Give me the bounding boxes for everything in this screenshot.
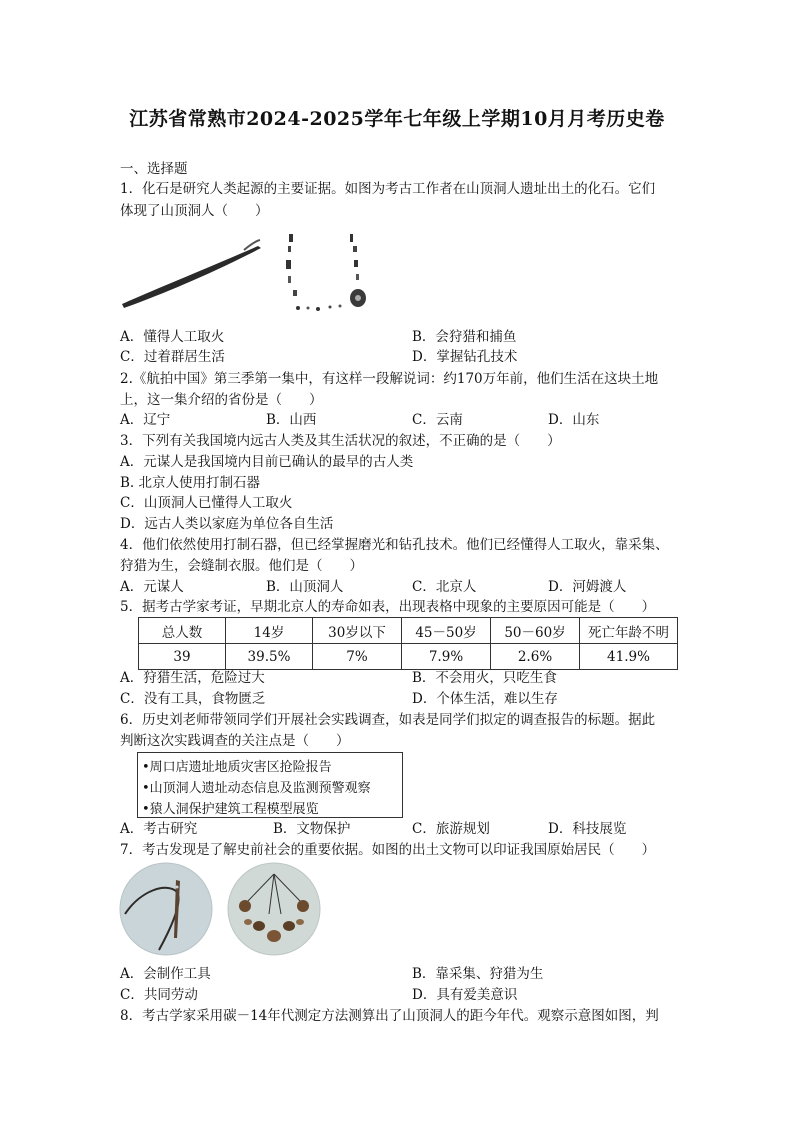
question-6-text-cont: 判断这次实践调查的关注点是（ ） (120, 733, 350, 749)
question-4-option-d: D．河姆渡人 (548, 579, 627, 595)
question-1-text: 1．化石是研究人类起源的主要证据。如图为考古工作者在山顶洞人遗址出土的化石。它们 (120, 181, 656, 197)
table-header-row (139, 618, 678, 644)
report-title-item: •山顶洞人遗址动态信息及监测预警观察 (142, 781, 371, 796)
question-4-text: 4．他们依然使用打制石器，但已经掌握磨光和钻孔技术。他们已经懂得人工取火，靠采集、 (120, 537, 669, 553)
table-header-cell: 总人数 (139, 618, 226, 644)
question-3-option-b: B. 北京人使用打制石器 (120, 475, 261, 491)
table-header-cell: 45－50岁 (402, 618, 491, 644)
question-3-text: 3．下列有关我国境内远古人类及其生活状况的叙述，不正确的是（ ） (120, 433, 561, 449)
table-row (139, 644, 678, 670)
question-6-option-c: C．旅游规划 (412, 821, 490, 837)
question-7-option-c: C．共同劳动 (120, 987, 198, 1003)
question-5-option-c: C．没有工具，食物匮乏 (120, 691, 266, 707)
question-1-option-a: A．懂得人工取火 (120, 329, 225, 345)
table-header-cell: 死亡年龄不明 (580, 618, 678, 644)
question-7-option-b: B．靠采集、狩猎为生 (412, 966, 544, 982)
bone-needle-photo (120, 863, 212, 955)
question-8-text: 8．考古学家采用碳－14年代测定方法测算出了山顶洞人的距今年代。观察示意图如图，判 (120, 1008, 659, 1024)
table-cell: 2.6% (491, 644, 580, 670)
table-header-cell: 14岁 (226, 618, 313, 644)
question-5-text: 5．据考古学家考证，早期北京人的寿命如表，出现表格中现象的主要原因可能是（ ） (120, 599, 656, 615)
page-title: 江苏省常熟市2024-2025学年七年级上学期10月月考历史卷 (129, 108, 665, 130)
table-cell: 7% (313, 644, 402, 670)
question-6-option-a: A．考古研究 (120, 821, 198, 837)
necklace-photo (228, 863, 320, 955)
report-title-item: •猿人洞保护建筑工程模型展览 (142, 802, 319, 817)
table-header-cell: 30岁以下 (313, 618, 402, 644)
question-4-option-b: B．山顶洞人 (266, 579, 344, 595)
question-1-option-b: B．会狩猎和捕鱼 (412, 329, 517, 345)
question-1-text-cont: 体现了山顶洞人（ ） (120, 203, 269, 219)
question-4-option-a: A．元谋人 (120, 579, 184, 595)
question-1-option-d: D．掌握钻孔技术 (412, 349, 518, 365)
question-7-text: 7．考古发现是了解史前社会的重要依据。如图的出土文物可以印证我国原始居民（ ） (120, 842, 656, 858)
question-2-option-d: D．山东 (548, 412, 600, 428)
section-heading: 一、选择题 (120, 161, 188, 177)
question-6-option-d: D．科技展览 (548, 821, 627, 837)
question-2-option-c: C．云南 (412, 412, 463, 428)
table-cell: 41.9% (580, 644, 678, 670)
table-cell: 39 (139, 644, 226, 670)
table-header-cell: 50－60岁 (491, 618, 580, 644)
question-7-option-a: A．会制作工具 (120, 966, 211, 982)
bone-needle-and-necklace-fossil-image (118, 228, 378, 318)
question-5-option-d: D．个体生活，难以生存 (412, 691, 558, 707)
question-2-text-cont: 上，这一集介绍的省份是（ ） (120, 392, 323, 408)
table-cell: 39.5% (226, 644, 313, 670)
question-2-option-b: B．山西 (266, 412, 317, 428)
question-6-option-b: B．文物保护 (273, 821, 351, 837)
report-title-item: •周口店遗址地质灾害区抢险报告 (142, 760, 332, 775)
question-7-option-d: D．具有爱美意识 (412, 987, 518, 1003)
report-title-box (137, 752, 403, 818)
question-3-option-d: D．远古人类以家庭为单位各自生活 (120, 516, 334, 532)
question-5-option-a: A．狩猎生活，危险过大 (120, 670, 265, 686)
question-2-option-a: A．辽宁 (120, 412, 171, 428)
question-6-text: 6．历史刘老师带领同学们开展社会实践调查，如表是同学们拟定的调查报告的标题。据此 (120, 712, 656, 728)
question-5-option-b: B．不会用火，只吃生食 (412, 670, 557, 686)
artifact-photos (119, 862, 323, 956)
question-1-option-c: C．过着群居生活 (120, 349, 225, 365)
question-2-text: 2.《航拍中国》第三季第一集中，有这样一段解说词：约170万年前，他们生活在这块土地 (120, 371, 659, 387)
question-3-option-a: A．元谋人是我国境内目前已确认的最早的古人类 (120, 454, 414, 470)
question-3-option-c: C．山顶洞人已懂得人工取火 (120, 495, 293, 511)
question-4-text-cont: 狩猎为生，会缝制衣服。他们是（ ） (120, 558, 363, 574)
table-cell: 7.9% (402, 644, 491, 670)
lifespan-table (138, 617, 678, 670)
question-4-option-c: C．北京人 (412, 579, 477, 595)
